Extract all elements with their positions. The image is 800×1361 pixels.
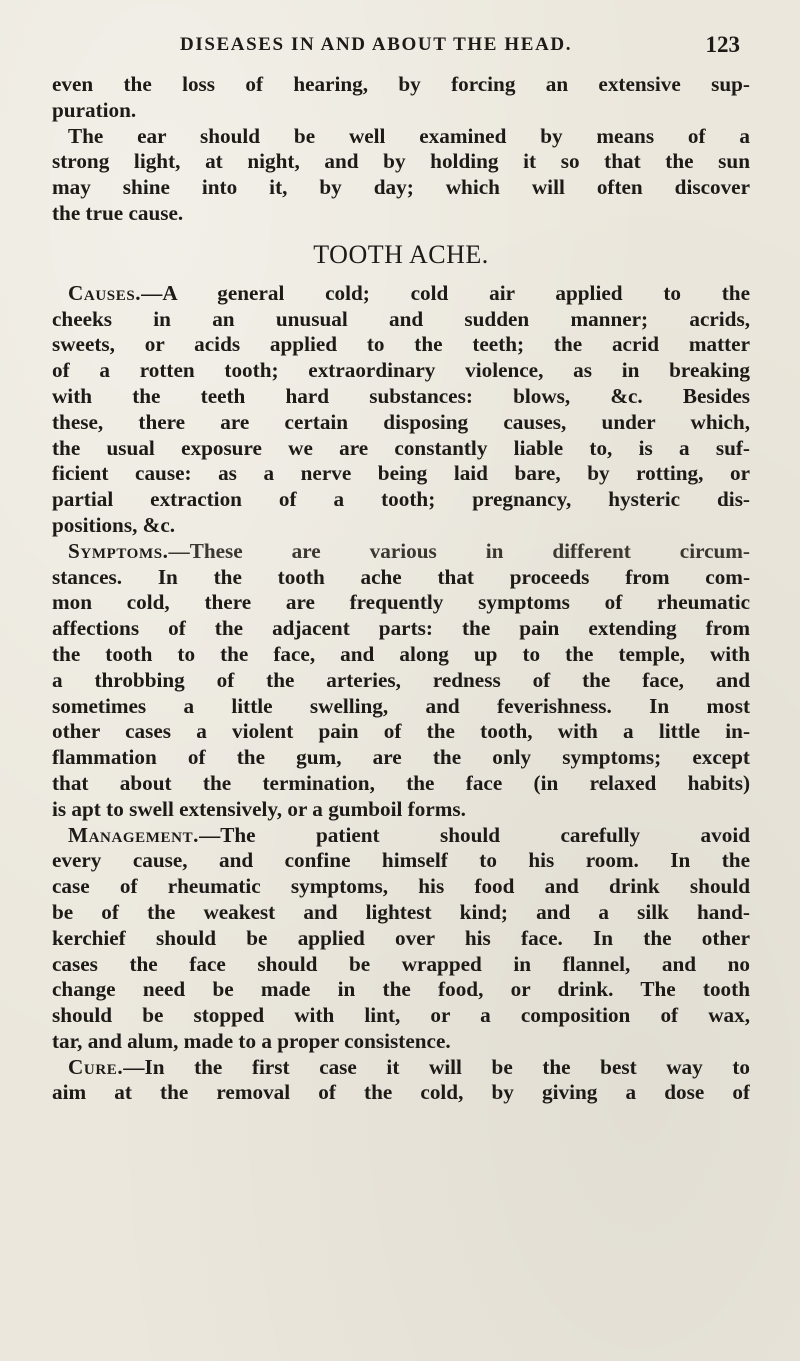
text-line: with the teeth hard substances: blows, &c. Besides [52, 383, 750, 408]
text-line: is apt to swell extensively, or a gumboil forms. [52, 796, 466, 821]
text-line: affections of the adjacent parts: the pain extending from [52, 616, 750, 641]
text-line: the tooth to the face, and along up to the temple, with [52, 641, 750, 666]
text-line: mon cold, there are frequently symptoms of rheumatic [52, 590, 750, 615]
text-line: The ear should be well examined by means of a [68, 123, 750, 148]
text-line: change need be made in the food, or drink. The tooth [52, 977, 750, 1002]
text-line: sweets, or acids applied to the teeth; the acrid matter [52, 332, 750, 357]
cure-heading: Cure. [68, 1054, 124, 1079]
text-line: partial extraction of a tooth; pregnancy, hysteric dis- [52, 487, 750, 512]
text-line: even the loss of hearing, by forcing an extensive sup- [52, 72, 750, 96]
text-line: kerchief should be applied over his face. In the other [52, 925, 750, 950]
page-body [52, 72, 750, 1106]
text-line: sometimes a little swelling, and feverishness. In most [52, 693, 750, 718]
text-line: other cases a violent pain of the tooth, with a little in- [52, 719, 750, 744]
text-line: every cause, and confine himself to his room. In the [52, 848, 750, 873]
text-line: cheeks in an unusual and sudden manner; acrids, [52, 306, 750, 331]
text-line: that about the termination, the face (in relaxed habits) [52, 770, 750, 795]
text-line: these, there are certain disposing causes, under which, [52, 409, 750, 434]
text-line: —A general cold; cold air applied to the [141, 280, 750, 305]
page-number: 123 [705, 32, 740, 57]
text-line: —The patient should carefully avoid [199, 822, 750, 847]
text-line: the usual exposure we are constantly liable to, is a suf- [52, 435, 750, 460]
management-first-line [52, 823, 750, 849]
symptoms-heading: Symptoms. [68, 538, 169, 563]
text-line: aim at the removal of the cold, by giving a dose of [52, 1080, 750, 1105]
text-line: stances. In the tooth ache that proceeds from com- [52, 564, 750, 589]
causes-heading: Causes. [68, 280, 142, 305]
running-head: DISEASES IN AND ABOUT THE HEAD. [180, 34, 573, 55]
text-line: be of the weakest and lightest kind; and a silk hand- [52, 899, 750, 924]
cure-first-line [52, 1055, 750, 1081]
text-line: flammation of the gum, are the only symptoms; except [52, 745, 750, 770]
text-line: positions, &c. [52, 512, 176, 537]
text-line: may shine into it, by day; which will often discover [52, 175, 750, 200]
management-heading: Management. [68, 822, 200, 847]
text-line: the true cause. [52, 200, 184, 225]
text-line: —In the first case it will be the best way to [123, 1054, 750, 1079]
text-line: —These are various in different circum- [168, 538, 750, 563]
text-line: cases the face should be wrapped in flannel, and no [52, 951, 750, 976]
text-line: puration. [52, 97, 137, 122]
text-line: strong light, at night, and by holding it so that the sun [52, 149, 750, 174]
text-line: of a rotten tooth; extraordinary violence, as in breaking [52, 358, 750, 383]
text-line: case of rheumatic symptoms, his food and drink should [52, 874, 750, 899]
text-line: a throbbing of the arteries, redness of the face, and [52, 667, 750, 692]
page-header [180, 34, 740, 64]
symptoms-first-line [52, 539, 750, 565]
text-line: should be stopped with lint, or a composition of wax, [52, 1003, 750, 1028]
text-line: tar, and alum, made to a proper consistence. [52, 1028, 451, 1053]
section-title: TOOTH ACHE. [313, 239, 489, 269]
causes-first-line [52, 281, 750, 307]
text-line: ficient cause: as a nerve being laid bare, by rotting, or [52, 461, 750, 486]
